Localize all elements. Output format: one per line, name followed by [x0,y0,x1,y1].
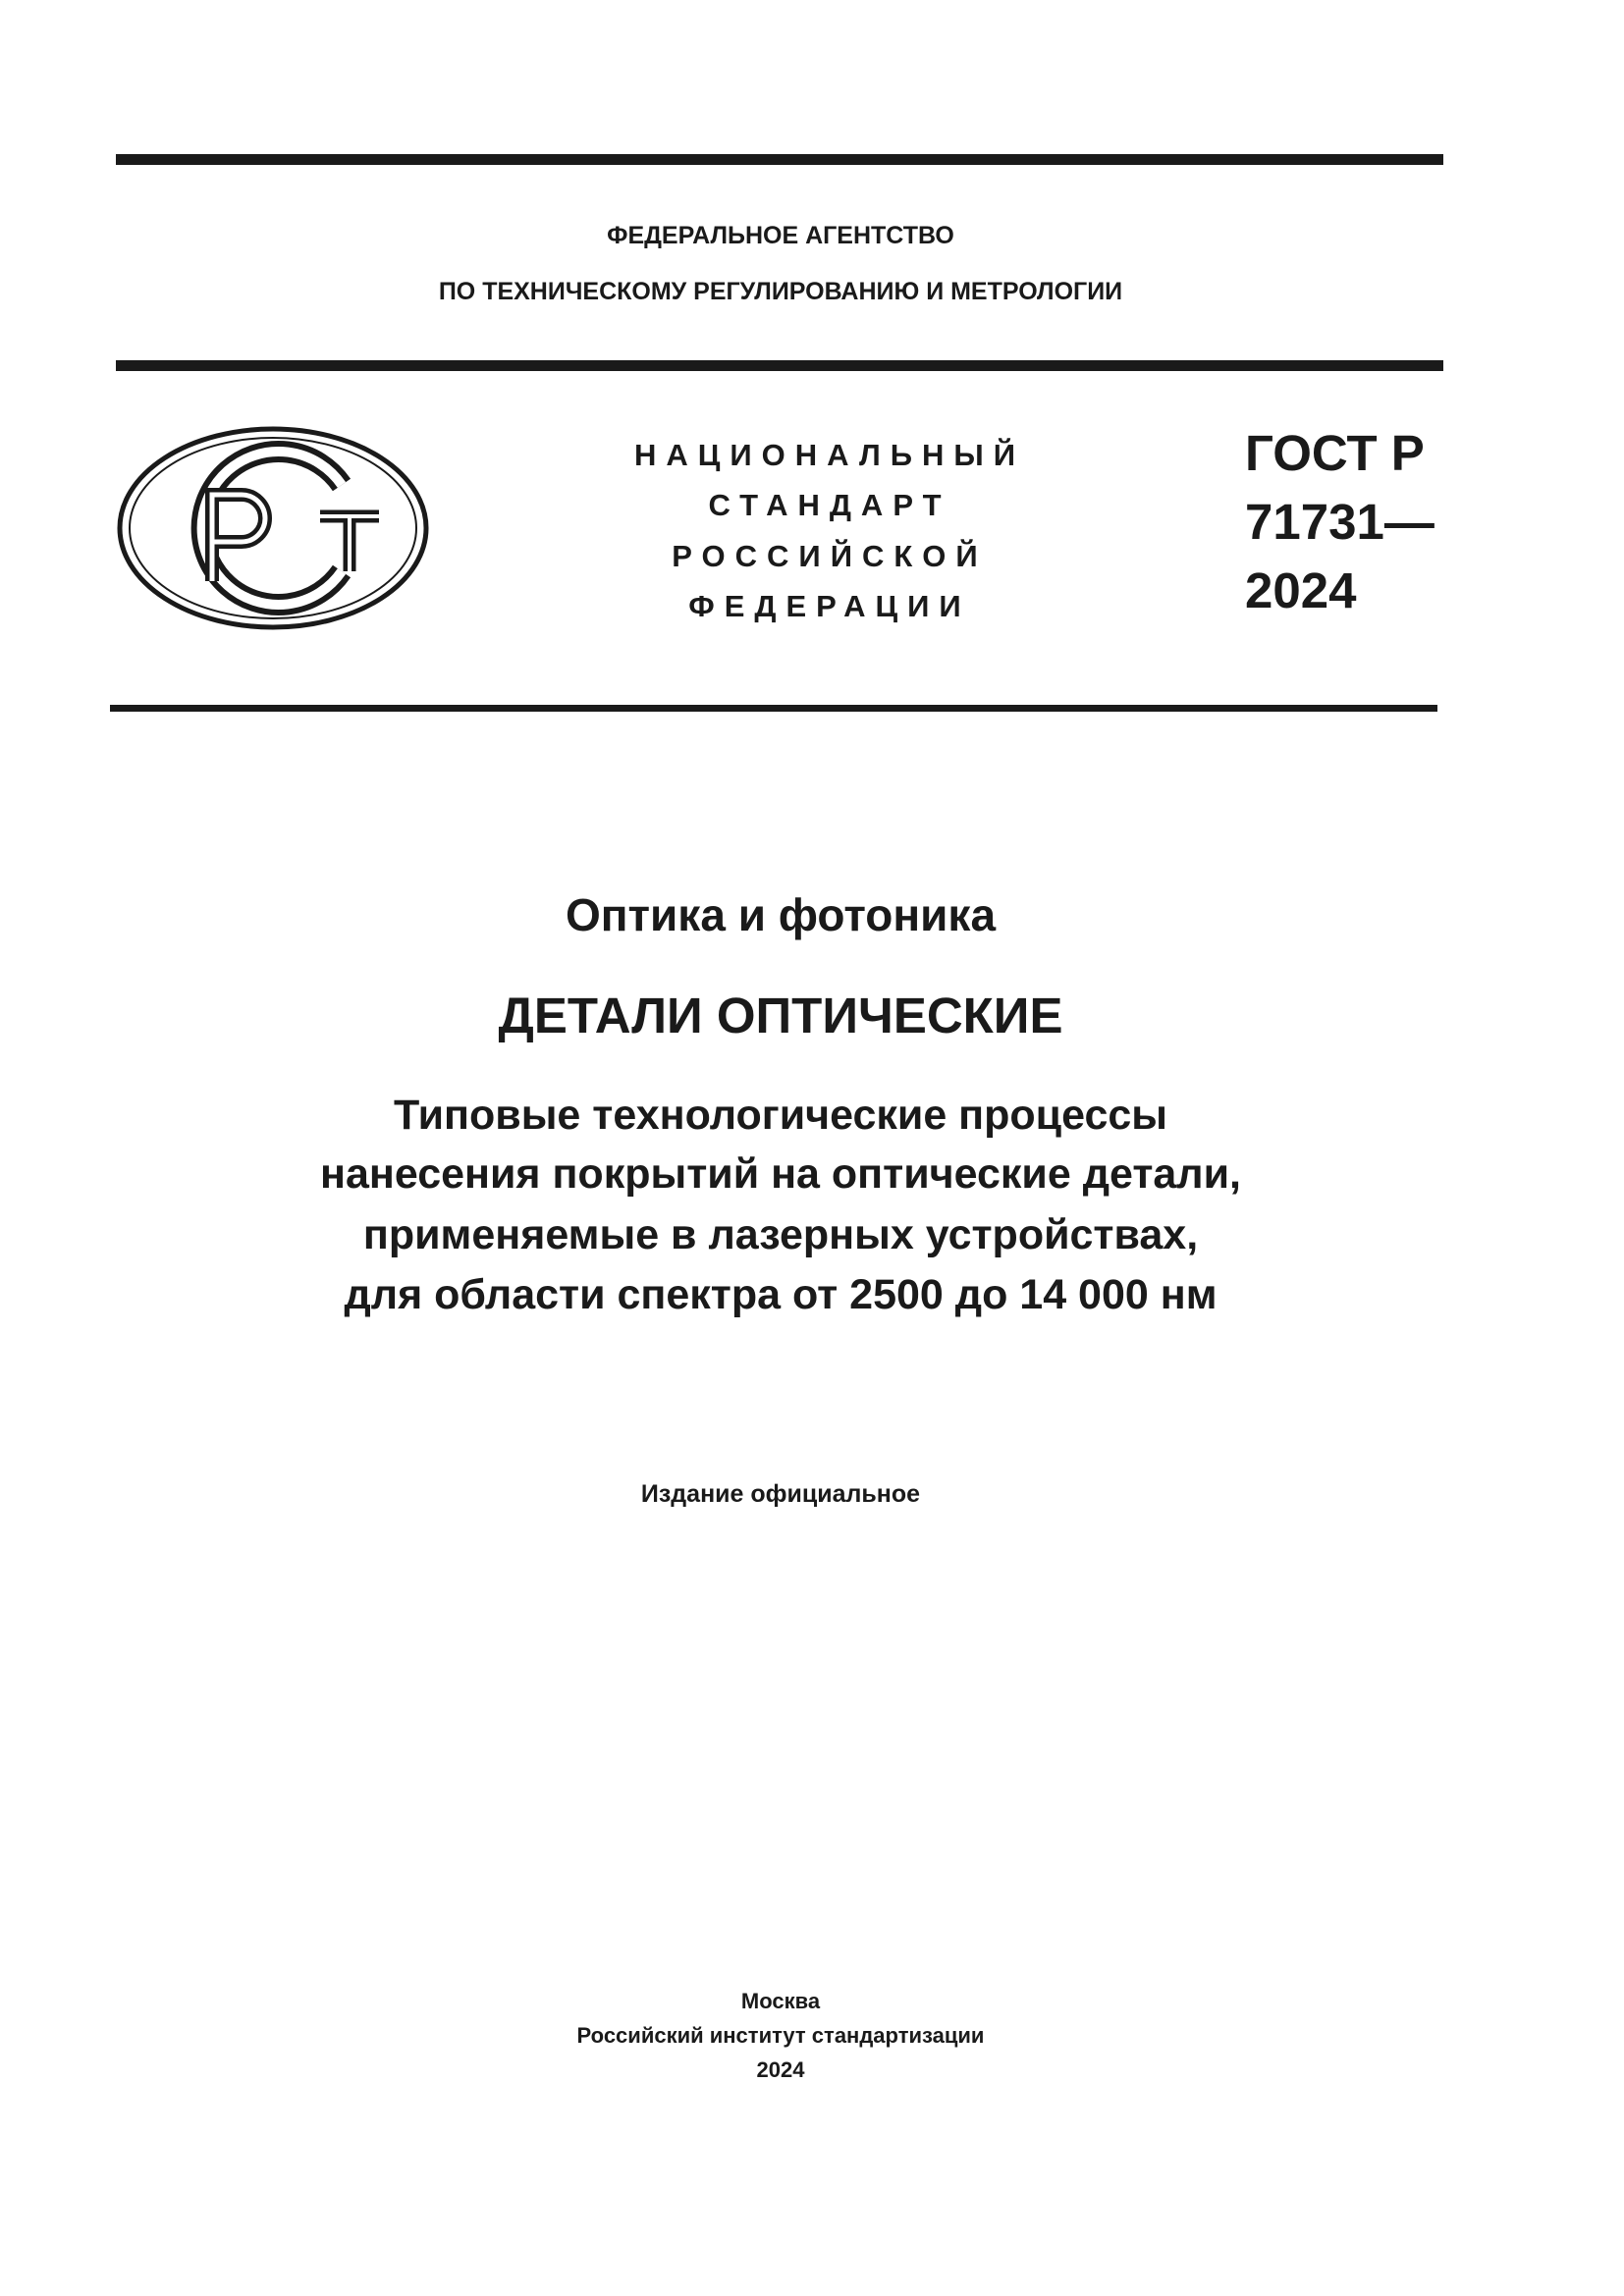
subtitle-line-2: нанесения покрытий на оптические детали, [319,1150,1242,1198]
agency-line-1: ФЕДЕРАЛЬНОЕ АГЕНТСТВО [607,222,954,249]
header-bottom-rule [110,705,1437,712]
designation-year: 2024 [1245,562,1357,618]
agency-line-2: ПО ТЕХНИЧЕСКОМУ РЕГУЛИРОВАНИЮ И МЕТРОЛОГИИ [438,278,1123,305]
standard-type-line-1: НАЦИОНАЛЬНЫЙ [633,438,1026,472]
subtitle-line-1: Типовые технологические процессы [393,1092,1168,1139]
top-rule [116,154,1443,165]
document-title: ДЕТАЛИ ОПТИЧЕСКИЕ [498,988,1063,1043]
standard-type-line-2: СТАНДАРТ [708,488,951,522]
publication-year: 2024 [756,2057,805,2082]
subtitle-line-4: для области спектра от 2500 до 14 000 нм [344,1271,1218,1318]
subtitle-line-3: применяемые в лазерных устройствах, [362,1211,1199,1258]
standard-type-line-4: ФЕДЕРАЦИИ [688,589,971,623]
edition-label: Издание официальное [640,1480,921,1508]
standard-type-line-3: РОССИЙСКОЙ [672,539,988,573]
rst-certification-mark-icon [116,424,430,632]
agency-rule [116,360,1443,371]
subject-heading: Оптика и фотоника [565,889,997,940]
publisher-name: Российский институт стандартизации [576,2023,985,2048]
designation-prefix: ГОСТ Р [1245,425,1425,481]
designation-number: 71731— [1245,494,1435,550]
publisher-city: Москва [740,1989,821,2013]
